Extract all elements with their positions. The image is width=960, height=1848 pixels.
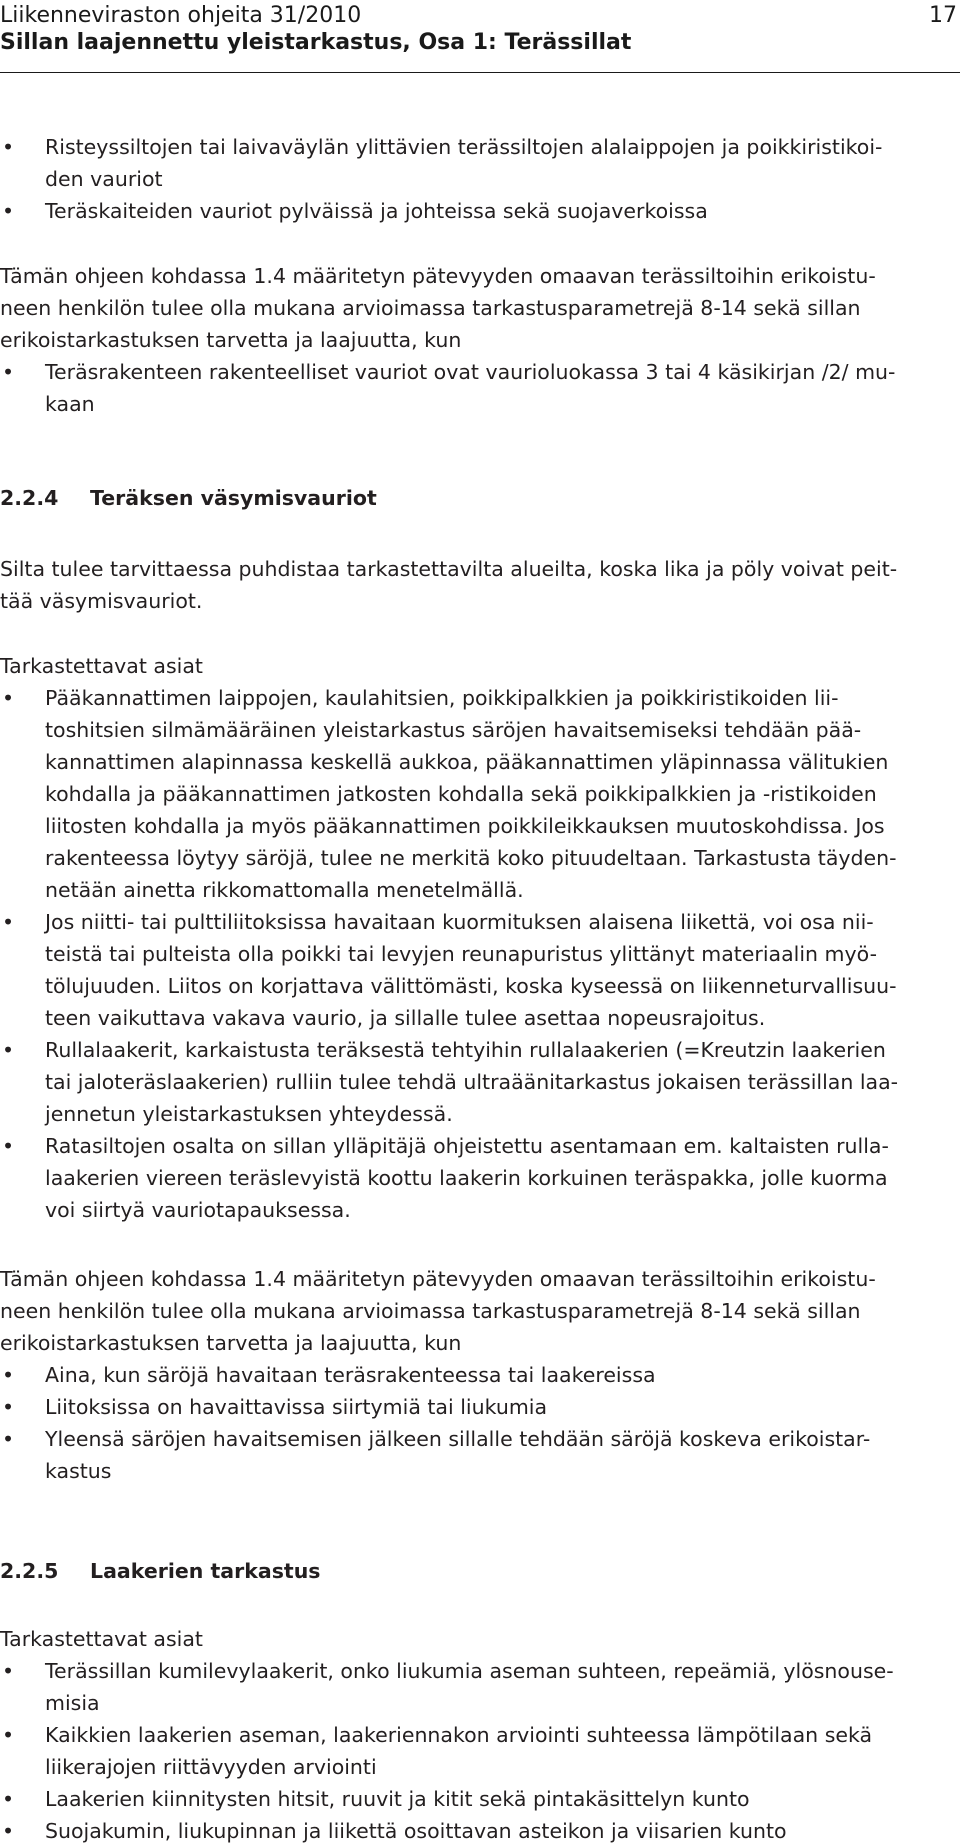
list-item-line: rakenteessa löytyy säröjä, tulee ne merkitä koko pituudeltaan. Tarkastusta täyden- <box>45 846 897 870</box>
list-item-line: Aina, kun säröjä havaitaan teräsrakenteessa tai laakereissa <box>45 1363 656 1387</box>
paragraph-line: Silta tulee tarvittaessa puhdistaa tarkastettavilta alueilta, koska lika ja pöly voivat peit- <box>0 557 898 581</box>
list-item-line: teistä tai pulteista olla poikki tai levyjen reunapuristus ylittänyt materiaalin myö- <box>45 942 877 966</box>
document-title: Sillan laajennettu yleistarkastus, Osa 1: Terässillat <box>0 30 632 55</box>
bullet-icon: • <box>2 1787 15 1811</box>
bullet-icon: • <box>2 1363 15 1387</box>
bullet-icon: • <box>2 1134 15 1158</box>
bullet-icon: • <box>2 1659 15 1683</box>
list-item-line: Kaikkien laakerien aseman, laakeriennakon arviointi suhteessa lämpötilaan sekä <box>45 1723 873 1747</box>
list-item-line: teen vaikuttava vakava vaurio, ja sillalle tulee asettaa nopeusrajoitus. <box>45 1006 766 1030</box>
paragraph-line: erikoistarkastuksen tarvetta ja laajuutta, kun <box>0 328 462 352</box>
paragraph-line: tää väsymisvauriot. <box>0 589 203 613</box>
page-number: 17 <box>929 3 957 28</box>
list-item-line: toshitsien silmämääräinen yleistarkastus säröjen havaitsemiseksi tehdään pää- <box>45 718 862 742</box>
bullet-icon: • <box>2 199 15 223</box>
list-item-line: Liitoksissa on havaittavissa siirtymiä tai liukumia <box>45 1395 548 1419</box>
list-item-line: Risteyssiltojen tai laivaväylän ylittävien terässiltojen alalaippojen ja poikkiristikoi- <box>45 135 883 159</box>
bullet-icon: • <box>2 686 15 710</box>
list-item-line: Suojakumin, liukupinnan ja liikettä osoittavan asteikon ja viisarien kunto <box>45 1819 787 1843</box>
list-item-line: Jos niitti- tai pulttiliitoksissa havaitaan kuormituksen alaisena liikettä, voi osa nii- <box>45 910 874 934</box>
list-item-line: netään ainetta rikkomattomalla menetelmällä. <box>45 878 524 902</box>
section-number: 2.2.5 <box>0 1559 59 1583</box>
subheading: Tarkastettavat asiat <box>0 654 203 678</box>
paragraph-line: Tämän ohjeen kohdassa 1.4 määritetyn pätevyyden omaavan terässiltoihin erikoistu- <box>0 264 876 288</box>
list-item-line: kohdalla ja pääkannattimen jatkosten kohdalla sekä poikkipalkkien ja -ristikoiden <box>45 782 877 806</box>
bullet-icon: • <box>2 910 15 934</box>
section-title: Teräksen väsymisvauriot <box>90 486 377 510</box>
header-divider <box>0 72 960 73</box>
paragraph-line: neen henkilön tulee olla mukana arvioimassa tarkastusparametrejä 8-14 sekä sillan <box>0 296 861 320</box>
list-item-line: misia <box>45 1691 100 1715</box>
paragraph-line: erikoistarkastuksen tarvetta ja laajuutta, kun <box>0 1331 462 1355</box>
paragraph <box>0 553 960 617</box>
paragraph <box>0 1263 960 1359</box>
section-heading <box>0 482 377 514</box>
list-item-line: liitosten kohdalla ja myös pääkannattimen poikkileikkauksen muutoskohdissa. Jos <box>45 814 885 838</box>
bullet-icon: • <box>2 135 15 159</box>
list-item-line: den vauriot <box>45 167 163 191</box>
section-heading <box>0 1555 321 1587</box>
list-item-line: Ratasiltojen osalta on sillan ylläpitäjä ohjeistettu asentamaan em. kaltaisten rulla- <box>45 1134 889 1158</box>
subheading: Tarkastettavat asiat <box>0 1627 203 1651</box>
list-item-line: Laakerien kiinnitysten hitsit, ruuvit ja kitit sekä pintakäsittelyn kunto <box>45 1787 750 1811</box>
bullet-icon: • <box>2 1819 15 1843</box>
list-item-line: Yleensä säröjen havaitsemisen jälkeen sillalle tehdään säröjä koskeva erikoistar- <box>45 1427 871 1451</box>
publication-series: Liikenneviraston ohjeita 31/2010 <box>0 3 362 28</box>
list-item-line: voi siirtyä vauriotapauksessa. <box>45 1198 351 1222</box>
list-item-line: laakerien viereen teräslevyistä koottu laakerin korkuinen teräspakka, jolle kuorma <box>45 1166 888 1190</box>
list-item-line: kastus <box>45 1459 112 1483</box>
list-item-line: kannattimen alapinnassa keskellä aukkoa, pääkannattimen yläpinnassa välitukien <box>45 750 889 774</box>
bullet-icon: • <box>2 1723 15 1747</box>
section-title: Laakerien tarkastus <box>90 1559 321 1583</box>
list-item-line: Teräskaiteiden vauriot pylväissä ja johteissa sekä suojaverkoissa <box>45 199 708 223</box>
section-number: 2.2.4 <box>0 486 59 510</box>
list-item-line: Pääkannattimen laippojen, kaulahitsien, poikkipalkkien ja poikkiristikoiden lii- <box>45 686 839 710</box>
list-item-line: Rullalaakerit, karkaistusta teräksestä tehtyihin rullalaakerien (=Kreutzin laakerien <box>45 1038 886 1062</box>
list-item-line: Teräsrakenteen rakenteelliset vauriot ovat vaurioluokassa 3 tai 4 käsikirjan /2/ mu- <box>45 360 896 384</box>
list-item-line: liikerajojen riittävyyden arviointi <box>45 1755 377 1779</box>
list-item-line: jennetun yleistarkastuksen yhteydessä. <box>45 1102 453 1126</box>
bullet-icon: • <box>2 360 15 384</box>
paragraph-line: neen henkilön tulee olla mukana arvioimassa tarkastusparametrejä 8-14 sekä sillan <box>0 1299 861 1323</box>
paragraph <box>0 260 960 356</box>
list-item-line: tai jaloteräslaakerien) rulliin tulee tehdä ultraäänitarkastus jokaisen terässillan laa- <box>45 1070 899 1094</box>
running-header <box>0 0 960 75</box>
bullet-icon: • <box>2 1427 15 1451</box>
list-item-line: tölujuuden. Liitos on korjattava välittömästi, koska kyseessä on liikenneturvallisuu- <box>45 974 897 998</box>
bullet-icon: • <box>2 1038 15 1062</box>
list-item-line: Terässillan kumilevylaakerit, onko liukumia aseman suhteen, repeämiä, ylösnouse- <box>45 1659 894 1683</box>
list-item-line: kaan <box>45 392 95 416</box>
paragraph-line: Tämän ohjeen kohdassa 1.4 määritetyn pätevyyden omaavan terässiltoihin erikoistu- <box>0 1267 876 1291</box>
bullet-icon: • <box>2 1395 15 1419</box>
